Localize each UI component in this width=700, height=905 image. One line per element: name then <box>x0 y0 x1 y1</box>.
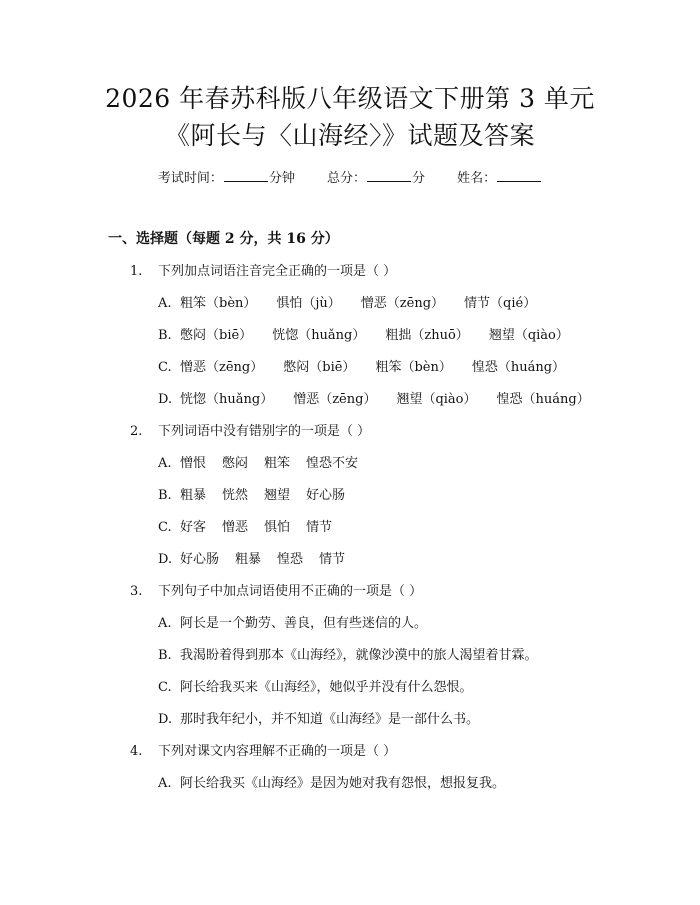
exam-time-label: 考试时间： <box>157 171 223 186</box>
option-word: 憎恶（zēng） <box>180 360 264 375</box>
option-word: 憎恶 <box>222 520 249 535</box>
question-text: 下列词语中没有错别字的一项是（ ） <box>158 424 371 439</box>
question-number: 2. <box>130 424 143 439</box>
question-number: 1. <box>130 264 143 279</box>
option-letter: B. <box>158 648 172 663</box>
option-word: 粗笨 <box>264 456 291 471</box>
answer-option[interactable] <box>158 294 556 314</box>
answer-option[interactable] <box>158 614 427 634</box>
exam-time-field <box>158 171 299 186</box>
option-word: 恍惚（huǎng） <box>272 328 366 343</box>
option-word: 憎恨 <box>180 456 207 471</box>
exam-info-row <box>0 168 700 189</box>
option-word: 憋闷（biē） <box>180 328 253 343</box>
answer-option[interactable] <box>158 646 538 666</box>
option-word: 憎恶（zēng） <box>293 392 377 407</box>
question-stem <box>130 422 370 442</box>
student-name-blank[interactable] <box>497 168 541 182</box>
option-word: 粗暴 <box>235 552 262 567</box>
question-number: 4. <box>130 744 143 759</box>
option-text: 那时我年纪小，并不知道《山海经》是一部什么书。 <box>180 712 480 727</box>
question-number: 3. <box>130 584 143 599</box>
option-word: 粗笨（bèn） <box>180 296 257 311</box>
total-score-blank[interactable] <box>367 168 411 182</box>
option-word: 好客 <box>180 520 207 535</box>
exam-time-unit: 分钟 <box>268 171 295 186</box>
option-word: 情节 <box>306 520 333 535</box>
option-letter: D. <box>158 712 173 727</box>
option-word: 翘望（qiào） <box>488 328 569 343</box>
option-word: 翘望（qiào） <box>396 392 477 407</box>
answer-option[interactable] <box>158 454 374 474</box>
option-letter: A. <box>158 776 172 791</box>
answer-option[interactable] <box>158 518 348 538</box>
option-word: 恍然 <box>222 488 249 503</box>
section-heading: 一、选择题（每题 2 分，共 16 分） <box>108 231 339 247</box>
option-text: 阿长给我买《山海经》是因为她对我有怨恨，想报复我。 <box>180 776 506 791</box>
answer-option[interactable] <box>158 486 361 506</box>
option-word: 恍惚（huǎng） <box>180 392 274 407</box>
question-stem <box>130 582 422 602</box>
answer-option[interactable] <box>158 550 361 570</box>
total-score-label: 总分： <box>326 171 366 186</box>
option-word: 憎恶（zēng） <box>360 296 445 311</box>
option-letter: B. <box>158 328 172 343</box>
option-letter: A. <box>158 616 172 631</box>
option-word: 粗笨（bèn） <box>375 360 452 375</box>
answer-option[interactable] <box>158 326 589 346</box>
question-stem <box>130 262 396 282</box>
total-score-unit: 分 <box>412 171 426 186</box>
option-letter: D. <box>158 552 173 567</box>
option-letter: A. <box>158 456 172 471</box>
option-word: 粗暴 <box>180 488 207 503</box>
option-word: 憋闷（biē） <box>283 360 356 375</box>
option-letter: C. <box>158 360 172 375</box>
document-title-line2: 《阿长与〈山海经〉》试题及答案 <box>164 121 535 150</box>
question-text: 下列加点词语注音完全正确的一项是（ ） <box>158 264 397 279</box>
option-word: 翘望 <box>264 488 291 503</box>
option-word: 好心肠 <box>306 488 346 503</box>
exam-time-blank[interactable] <box>224 168 268 182</box>
option-word: 惶恐（huáng） <box>496 392 590 407</box>
answer-option[interactable] <box>158 678 473 698</box>
question-stem <box>130 742 396 762</box>
option-word: 好心肠 <box>180 552 220 567</box>
option-word: 惶恐（huáng） <box>471 360 566 375</box>
option-word: 惧怕（jù） <box>276 296 341 311</box>
option-text: 我渴盼着得到那本《山海经》，就像沙漠中的旅人渴望着甘霖。 <box>180 648 538 663</box>
option-letter: B. <box>158 488 172 503</box>
option-word: 粗拙（zhuō） <box>385 328 469 343</box>
option-letter: D. <box>158 392 173 407</box>
answer-option[interactable] <box>158 710 479 730</box>
question-text: 下列句子中加点词语使用不正确的一项是（ ） <box>158 584 423 599</box>
option-text: 阿长是一个勤劳、善良，但有些迷信的人。 <box>180 616 428 631</box>
option-word: 惧怕 <box>264 520 291 535</box>
option-letter: C. <box>158 680 172 695</box>
option-word: 憋闷 <box>222 456 249 471</box>
option-word: 情节 <box>319 552 346 567</box>
option-word: 惶恐 <box>277 552 304 567</box>
option-word: 惶恐不安 <box>306 456 359 471</box>
answer-option[interactable] <box>158 390 610 410</box>
student-name-field <box>457 171 542 186</box>
question-text: 下列对课文内容理解不正确的一项是（ ） <box>158 744 397 759</box>
option-letter: A. <box>158 296 172 311</box>
option-letter: C. <box>158 520 172 535</box>
option-text: 阿长给我买来《山海经》，她似乎并没有什么怨恨。 <box>180 680 473 695</box>
answer-option[interactable] <box>158 774 505 794</box>
total-score-field <box>327 171 429 186</box>
answer-option[interactable] <box>158 358 585 378</box>
option-word: 情节（qié） <box>464 296 537 311</box>
document-title-line1: 2026 年春苏科版八年级语文下册第 3 单元 <box>105 84 595 113</box>
student-name-label: 姓名： <box>457 171 497 186</box>
